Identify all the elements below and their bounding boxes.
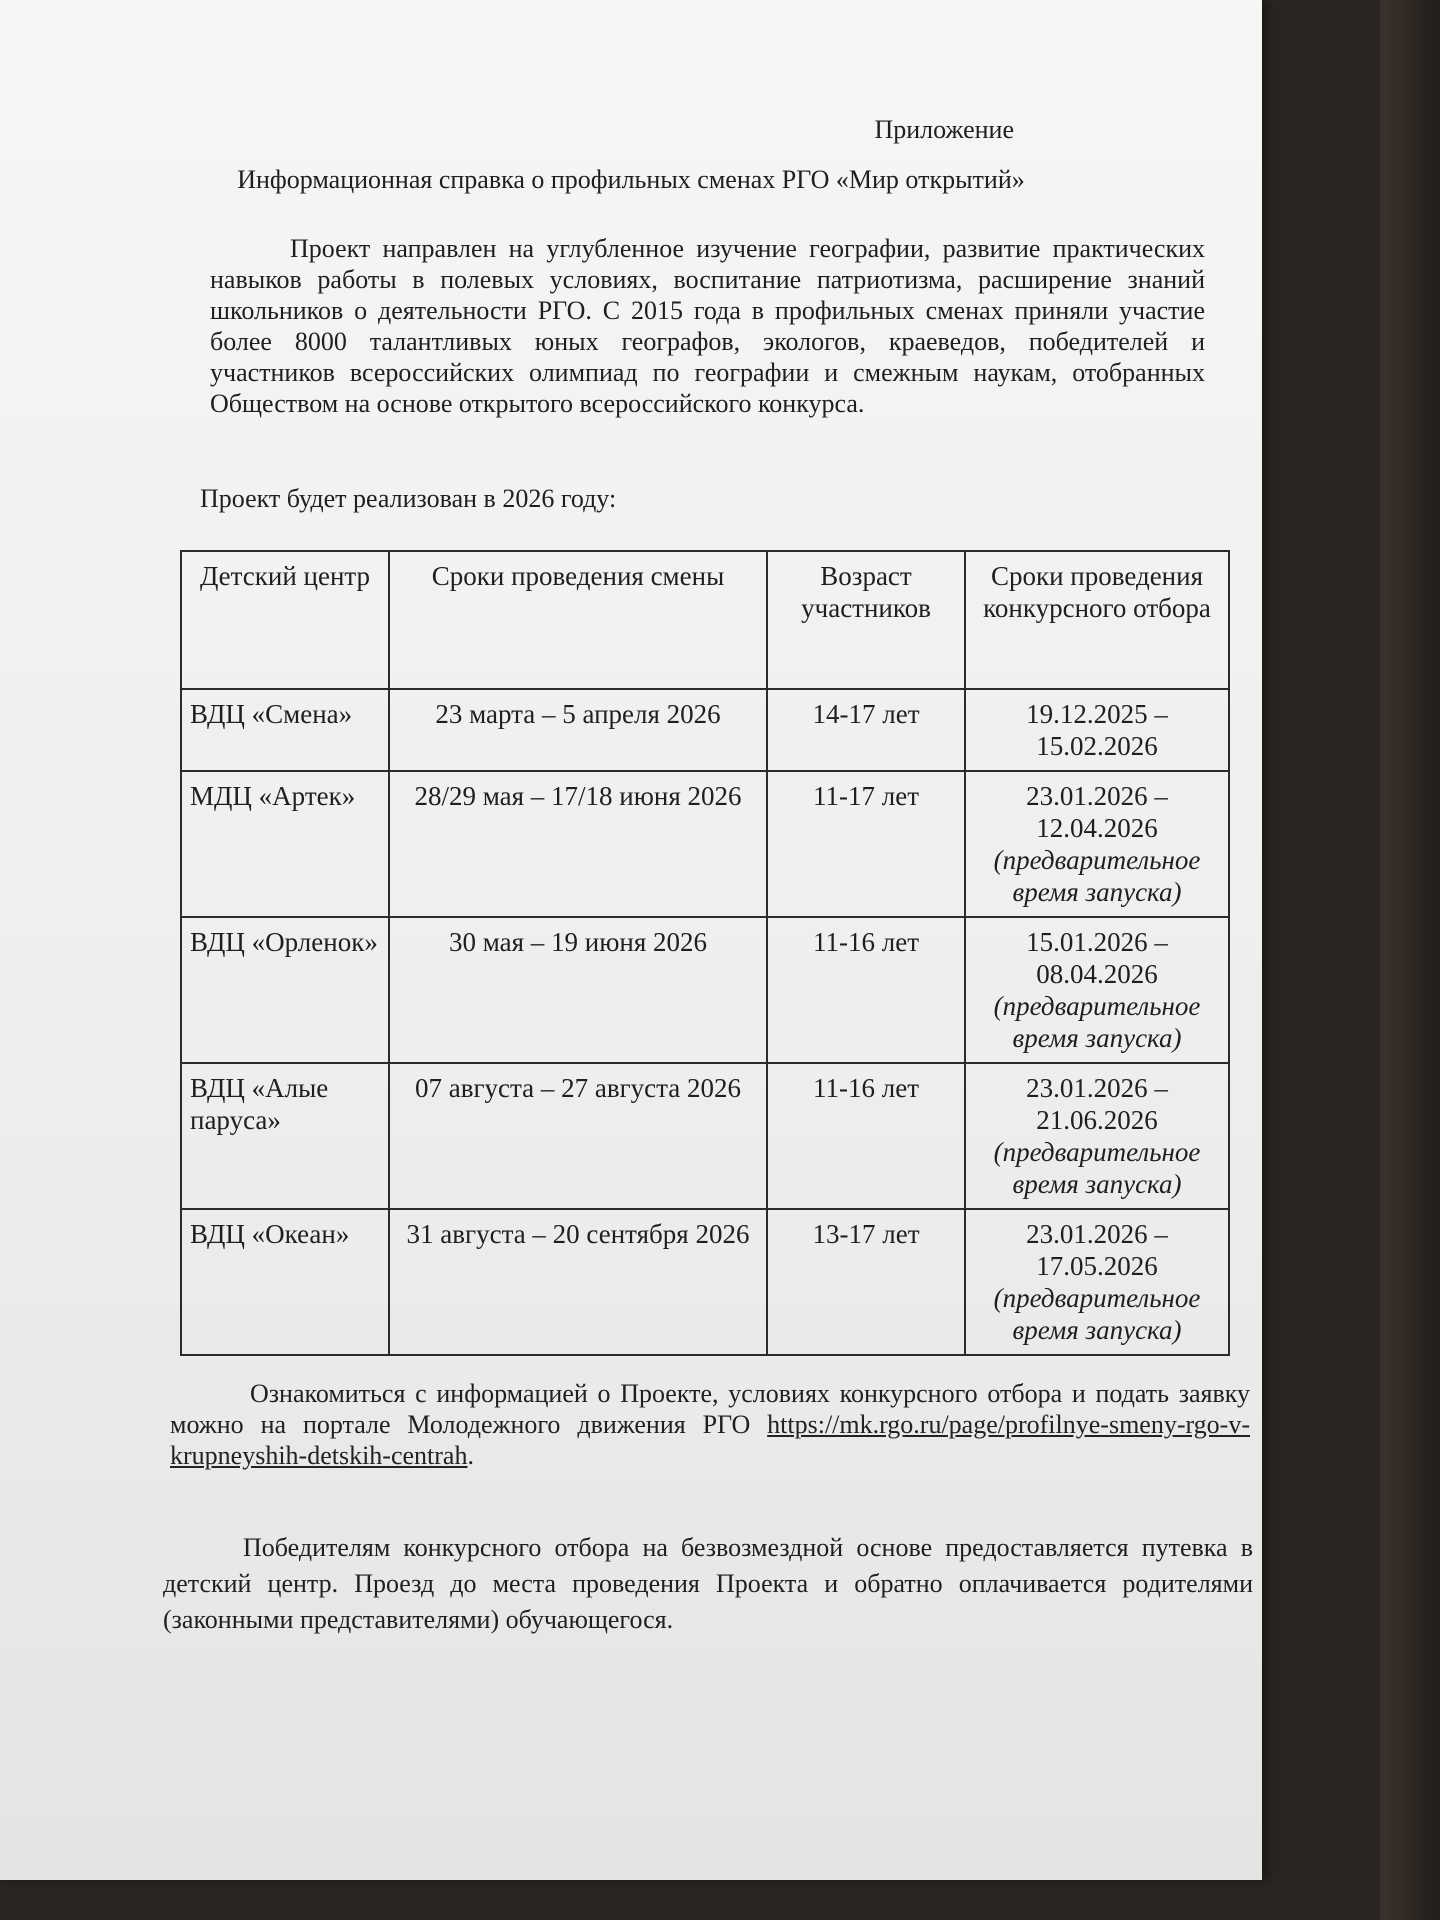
header-age: Возраст участников (767, 551, 965, 689)
selection-note: (предварительное время запуска) (993, 1137, 1201, 1199)
document-title: Информационная справка о профильных сменах РГО «Мир открытий» (237, 165, 1025, 194)
cell-selection (965, 1209, 1229, 1355)
header-center: Детский центр (181, 551, 389, 689)
intro-paragraph: Проект направлен на углубленное изучение географии, развитие практических навыков работы в полевых условиях, воспитание патриотизма, расширение знаний школьников о деятельности РГО. С 2015 года в профильных сменах приняли участие более 8000 талантливых юных географов, экологов, краеведов, победителей и участников всероссийских олимпиад по географии и смежным наукам, отобранных Обществом на основе открытого всероссийского конкурса. (210, 234, 1205, 418)
cell-center: ВДЦ «Орленок» (181, 917, 389, 1063)
background-surface (1380, 0, 1440, 1920)
cell-dates: 30 мая – 19 июня 2026 (389, 917, 767, 1063)
header-selection: Сроки проведения конкурсного отбора (965, 551, 1229, 689)
info-text: Ознакомиться с информацией о Проекте, условиях конкурсного отбора и подать заявку можно на портале Молодежного движения РГО (170, 1379, 1250, 1439)
cell-age: 14-17 лет (767, 689, 965, 771)
shifts-table (180, 550, 1230, 1356)
cell-age: 13-17 лет (767, 1209, 965, 1355)
winners-paragraph: Победителям конкурсного отбора на безвозмездной основе предоставляется путевка в детский центр. Проезд до места проведения Проекта и обратно оплачивается родителями (законными представителями) обучающегося. (163, 1533, 1253, 1634)
portal-link[interactable]: https://mk.rgo.ru/page/profilnye-smeny-rgo-v-krupneyshih-detskih-centrah (170, 1410, 1250, 1470)
cell-dates: 07 августа – 27 августа 2026 (389, 1063, 767, 1209)
table-row (181, 1209, 1229, 1355)
selection-dates: 23.01.2026 – 21.06.2026 (1026, 1073, 1168, 1135)
cell-center: ВДЦ «Смена» (181, 689, 389, 771)
cell-selection (965, 771, 1229, 917)
table-row (181, 917, 1229, 1063)
selection-dates: 23.01.2026 – 17.05.2026 (1026, 1219, 1168, 1281)
cell-dates: 31 августа – 20 сентября 2026 (389, 1209, 767, 1355)
info-period: . (467, 1441, 474, 1470)
selection-note: (предварительное время запуска) (993, 991, 1201, 1053)
year-line: Проект будет реализован в 2026 году: (200, 484, 617, 513)
cell-dates: 23 марта – 5 апреля 2026 (389, 689, 767, 771)
selection-note: (предварительное время запуска) (993, 1283, 1201, 1345)
cell-selection (965, 1063, 1229, 1209)
cell-center: ВДЦ «Океан» (181, 1209, 389, 1355)
table-row (181, 689, 1229, 771)
cell-center: МДЦ «Артек» (181, 771, 389, 917)
appendix-label: Приложение (874, 115, 1014, 144)
table-row (181, 771, 1229, 917)
cell-age: 11-16 лет (767, 917, 965, 1063)
table-header-row (181, 551, 1229, 689)
selection-note: (предварительное время запуска) (993, 845, 1201, 907)
cell-age: 11-17 лет (767, 771, 965, 917)
selection-dates: 23.01.2026 – 12.04.2026 (1026, 781, 1168, 843)
selection-dates: 15.01.2026 – 08.04.2026 (1026, 927, 1168, 989)
info-paragraph (170, 1378, 1250, 1471)
table-row (181, 1063, 1229, 1209)
cell-dates: 28/29 мая – 17/18 июня 2026 (389, 771, 767, 917)
header-dates: Сроки проведения смены (389, 551, 767, 689)
cell-center: ВДЦ «Алые паруса» (181, 1063, 389, 1209)
cell-selection (965, 917, 1229, 1063)
selection-dates: 19.12.2025 – 15.02.2026 (1026, 699, 1168, 761)
cell-age: 11-16 лет (767, 1063, 965, 1209)
cell-selection (965, 689, 1229, 771)
